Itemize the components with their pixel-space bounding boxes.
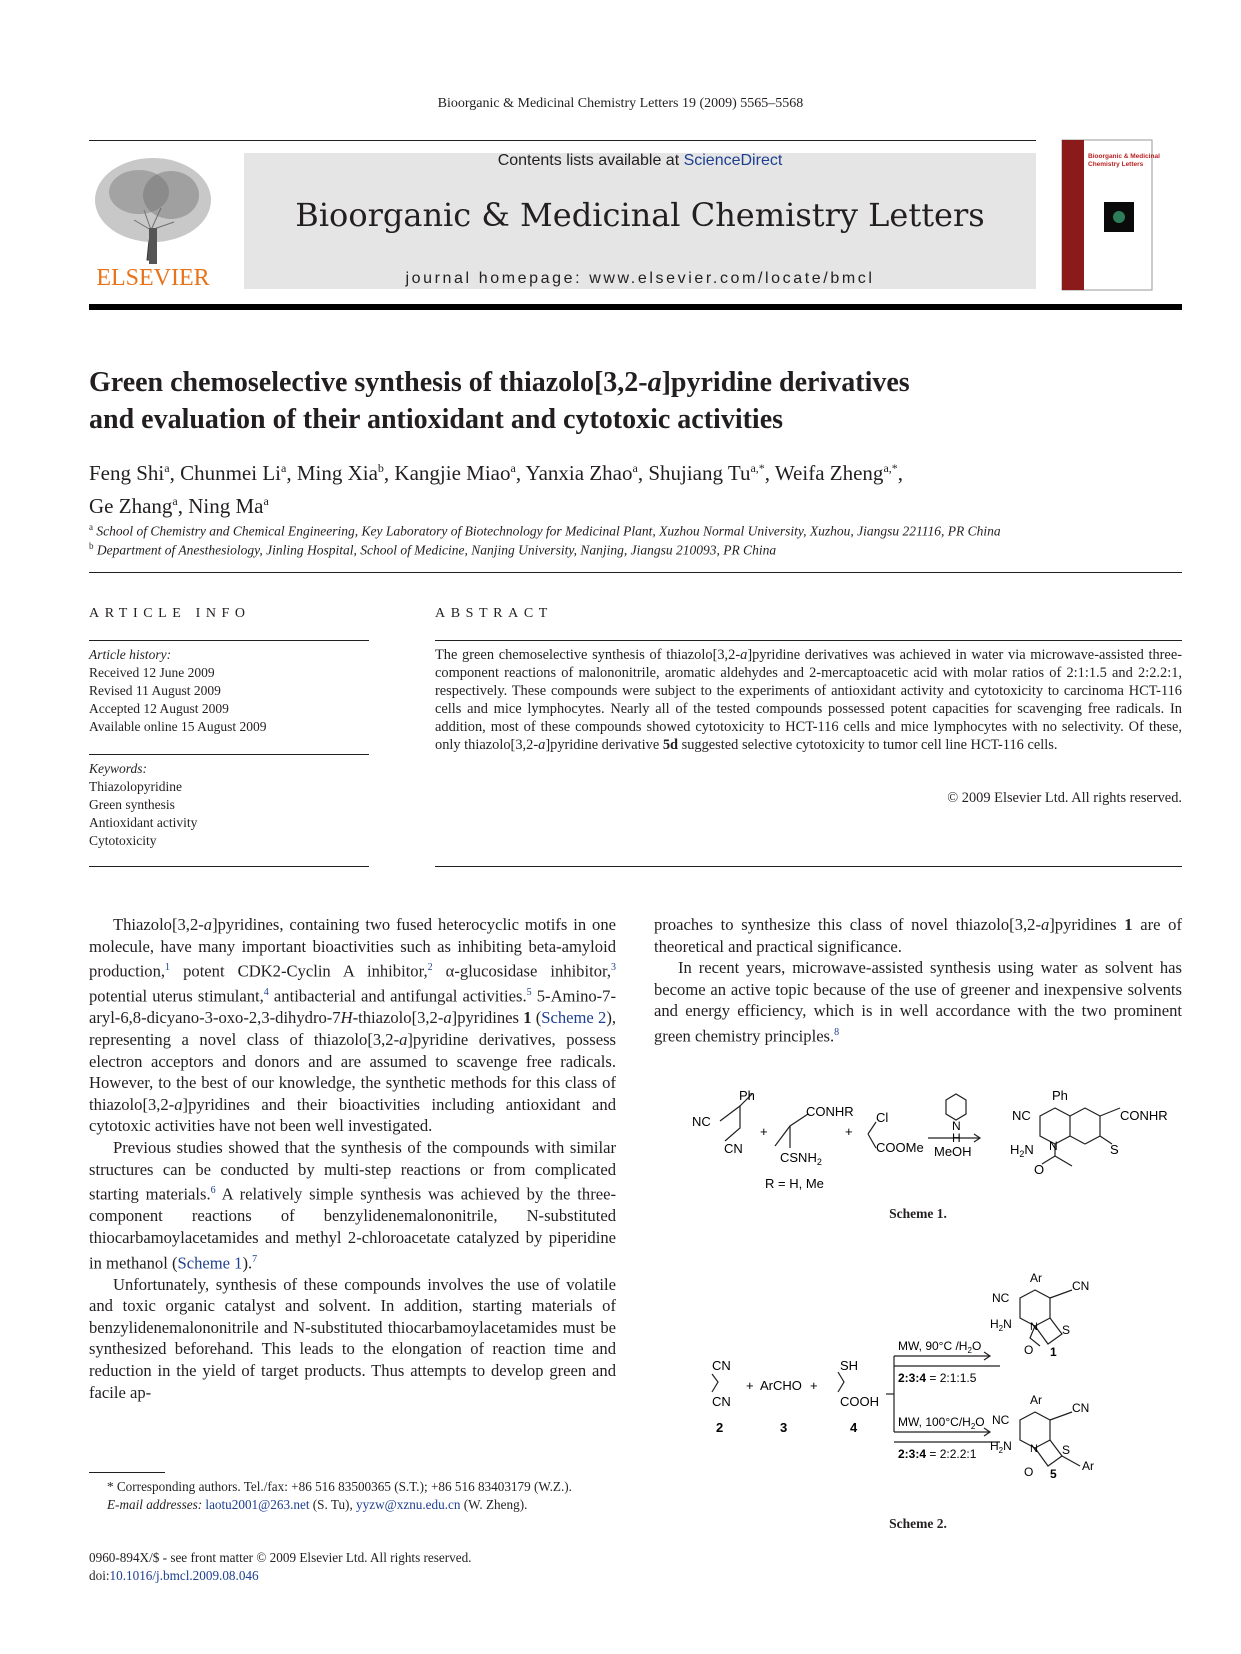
history-item: Accepted 12 August 2009 bbox=[89, 701, 229, 716]
keyword-item: Antioxidant activity bbox=[89, 815, 198, 830]
history-item: Available online 15 August 2009 bbox=[89, 719, 267, 734]
svg-text:CSNH2: $CSNH_2$ bbox=[780, 1150, 822, 1167]
masthead-thick-rule bbox=[89, 304, 1182, 310]
abstract-rule bbox=[435, 640, 1182, 641]
affiliation-b: $^b$ Department of Anesthesiology, Jinling Hospital, School of Medicine, Nanjing University, Nanjing, Jiangsu 210093, PR China bbox=[89, 541, 777, 558]
svg-text:Ar: Ar bbox=[1030, 1271, 1042, 1285]
svg-text:CN: CN bbox=[1072, 1279, 1090, 1293]
reference-link[interactable]: 8 bbox=[834, 1026, 840, 1038]
svg-text:N: N bbox=[1049, 1139, 1058, 1153]
svg-text:N: N bbox=[1030, 1443, 1038, 1455]
body-paragraph: proaches to synthesize this class of novel thiazolo[3,2-a]pyridines 1 are of theoretical and practical significance. bbox=[654, 915, 1182, 956]
reference-link[interactable]: 5 bbox=[526, 987, 532, 999]
svg-text:H2N: $H_2N$ bbox=[990, 1439, 1012, 1455]
abstract-text: The green chemoselective synthesis of thiazolo[3,2-a]pyridine derivatives was achieved in water via microwave-assisted three-component reactions of malononitrile, aromatic aldehydes and 2-mercaptoacetic acid with molar ratios of 2:1:1.5 and 2:2.2:1, respectively. These compounds were subject to the experiments of antioxidant activity and cytotoxicity to carcinoma HCT-116 cells and mice lymphocytes. Nearly all of the tested compounds possessed potent capacities for scavenging free radicals. In addition, most of these compounds showed cytotoxicity to HCT-116 cells and mice lymphocytes with no selectivity. Of these, only thiazolo[3,2-a]pyridine derivative 5d suggested selective cytotoxicity to tumor cell line HCT-116 cells. bbox=[435, 647, 1182, 753]
doi-link[interactable]: 10.1016/j.bmcl.2009.08.046 bbox=[109, 1568, 259, 1583]
reference-link[interactable]: 6 bbox=[210, 1185, 216, 1197]
abstract-copyright: © 2009 Elsevier Ltd. All rights reserved. bbox=[947, 790, 1182, 806]
svg-text:NC: NC bbox=[692, 1114, 711, 1129]
svg-text:+: + bbox=[760, 1124, 768, 1139]
svg-text:CN: CN bbox=[1072, 1401, 1090, 1415]
scheme-2-caption: Scheme 2. bbox=[889, 1516, 947, 1531]
svg-text:Cl: Cl bbox=[876, 1110, 889, 1125]
svg-text:COOH: COOH bbox=[840, 1394, 879, 1409]
svg-text:S: S bbox=[1062, 1443, 1071, 1457]
scheme-1-caption: Scheme 1. bbox=[889, 1206, 947, 1221]
svg-text:CONHR: CONHR bbox=[1120, 1108, 1168, 1123]
section-rule bbox=[89, 572, 1182, 573]
svg-text:CN: CN bbox=[712, 1358, 731, 1373]
running-header: Bioorganic & Medicinal Chemistry Letters 19 (2009) 5565–5568 bbox=[437, 96, 804, 111]
author: Ning Ma bbox=[188, 494, 264, 518]
svg-text:4: 4 bbox=[850, 1420, 858, 1435]
svg-text:S: S bbox=[1110, 1142, 1119, 1157]
email-link[interactable]: yyzw@xznu.edu.cn bbox=[356, 1497, 461, 1512]
svg-text:Ar: Ar bbox=[1030, 1393, 1042, 1407]
svg-text:+: + bbox=[845, 1124, 853, 1139]
keyword-item: Cytotoxicity bbox=[89, 833, 157, 848]
scheme-link[interactable]: Scheme 2 bbox=[541, 1008, 607, 1028]
author: Kangjie Miao bbox=[394, 461, 511, 485]
svg-text:H2N: $H_2N$ bbox=[1010, 1142, 1034, 1159]
svg-text:CN: CN bbox=[724, 1141, 743, 1156]
svg-text:COOMe: COOMe bbox=[876, 1140, 924, 1155]
issn-line: 0960-894X/$ - see front matter © 2009 Elsevier Ltd. All rights reserved. bbox=[89, 1550, 472, 1565]
svg-text:NC: NC bbox=[1012, 1108, 1031, 1123]
journal-homepage[interactable]: journal homepage: www.elsevier.com/locate/bmcl bbox=[405, 270, 875, 287]
svg-text:CONHR: CONHR bbox=[806, 1104, 854, 1119]
abstract-rule bbox=[435, 866, 1182, 867]
svg-text:MeOH: MeOH bbox=[934, 1144, 972, 1159]
body-right-column bbox=[654, 914, 1182, 1047]
article-title: Green chemoselective synthesis of thiazolo[3,2-a]pyridine derivatives and evaluation of their antioxidant and cytotoxic activities bbox=[89, 367, 910, 435]
svg-text:H: H bbox=[952, 1131, 961, 1145]
journal-title: Bioorganic & Medicinal Chemistry Letters bbox=[295, 196, 985, 234]
svg-text:Ph: Ph bbox=[739, 1088, 755, 1103]
svg-text:5: 5 bbox=[1050, 1467, 1057, 1481]
contents-line bbox=[244, 152, 1036, 170]
history-label: Article history: bbox=[89, 647, 172, 662]
info-rule bbox=[89, 640, 369, 641]
svg-text:S: S bbox=[1062, 1323, 1071, 1337]
contents-prefix: Contents lists available at bbox=[497, 152, 684, 169]
svg-text:NC: NC bbox=[992, 1291, 1010, 1305]
author-list: Feng Shi$^a$, Chunmei Li$^a$, Ming Xia$^b$, Kangjie Miao$^a$, Yanxia Zhao$^a$, Shujiang $Tu^{a,*}$, Weifa Zheng$^{a,*}$, Ge Zhang$^a$, Ning Ma$^a$ bbox=[89, 461, 904, 518]
top-rule bbox=[89, 140, 1036, 141]
svg-text:O: O bbox=[1024, 1343, 1034, 1357]
reference-link[interactable]: 3 bbox=[611, 962, 617, 974]
svg-text:Ar: Ar bbox=[1082, 1459, 1094, 1473]
svg-text:O: O bbox=[1024, 1465, 1034, 1479]
svg-text:+: + bbox=[810, 1378, 818, 1393]
svg-text:O: O bbox=[1034, 1162, 1045, 1177]
elsevier-wordmark: ELSEVIER bbox=[96, 265, 210, 291]
cover-title-line-1: Bioorganic & Medicinal bbox=[1088, 153, 1160, 160]
info-rule bbox=[89, 754, 369, 755]
corresponding-author-note: * Corresponding authors. Tel./fax: +86 516 83500365 (S.T.); +86 516 83403179 (W.Z.). bbox=[107, 1479, 572, 1494]
info-rule bbox=[89, 866, 369, 867]
body-paragraph: Previous studies showed that the synthesis of the compounds with similar structures can be conducted by multi-step reactions or from complicated starting materials.$^6$ A relatively simple synthesis was achieved by the three-component reactions of benzylidenemalononitrile, N-substituted thiocarbamoylacetamides and methyl 2-chloroacetate catalyzed by piperidine in methanol (Scheme 1).$^7$ bbox=[89, 1138, 616, 1273]
body-paragraph: Thiazolo[3,2-a]pyridines, containing two fused heterocyclic motifs in one molecule, have many important bioactivities such as inhibiting beta-amyloid production,$^1$ potent CDK2-Cyclin A inhibitor,$^2$ α-glucosidase inhibitor,$^3$ potential uterus stimulant,$^4$ antibacterial and antifungal activities.$^5$ 5-Amino-7-aryl-6,8-dicyano-3-oxo-2,3-dihydro-7H-thiazolo[3,2-a]pyridines 1 (Scheme 2), representing a novel class of thiazolo[3,2-a]pyridine derivatives, possess electron acceptors and donors and are assumed to scavenge free radicals. However, to the best of our knowledge, the synthetic methods for this class of thiazolo[3,2-a]pyridines and their bioactivities including antioxidant and cytotoxic activities have not been well investigated. bbox=[89, 915, 617, 1136]
svg-text:MW, 90°C /H2O: MW, 90°C $/H_2O$ bbox=[898, 1339, 982, 1355]
svg-text:SH: SH bbox=[840, 1358, 859, 1373]
article-info-heading: ARTICLE INFO bbox=[89, 606, 251, 621]
author: Weifa Zheng bbox=[774, 461, 884, 485]
footnote-rule bbox=[89, 1472, 165, 1473]
svg-text:CN: CN bbox=[712, 1394, 731, 1409]
svg-text:H2N: $H_2N$ bbox=[990, 1317, 1012, 1333]
reference-link[interactable]: 2 bbox=[427, 962, 433, 974]
svg-text:3: 3 bbox=[780, 1420, 788, 1435]
author: Feng Shi bbox=[89, 461, 165, 485]
journal-cover-thumbnail bbox=[1062, 140, 1160, 290]
keywords-label: Keywords: bbox=[89, 761, 147, 776]
history-item: Revised 11 August 2009 bbox=[89, 683, 221, 698]
author: Ming Xia bbox=[296, 461, 378, 485]
keyword-item: Green synthesis bbox=[89, 797, 175, 812]
keyword-item: Thiazolopyridine bbox=[89, 779, 182, 794]
elsevier-tree-logo bbox=[89, 150, 217, 290]
svg-text:1: 1 bbox=[1050, 1345, 1057, 1359]
svg-text:NC: NC bbox=[992, 1413, 1010, 1427]
email-link[interactable]: laotu2001@263.net bbox=[205, 1497, 310, 1512]
sciencedirect-link[interactable]: ScienceDirect bbox=[683, 152, 783, 169]
svg-text:2:3:4 = 2:2.2:1: 2:3:4 = 2:2.2:1 bbox=[898, 1447, 977, 1461]
keywords bbox=[89, 760, 369, 850]
author: Shujiang Tu bbox=[648, 461, 751, 485]
svg-text:N: N bbox=[952, 1119, 961, 1133]
author: Ge Zhang bbox=[89, 494, 173, 518]
svg-text:MW, 100°C/H2O: MW, $100^\circ C/H_2O$ bbox=[898, 1415, 985, 1431]
reference-link[interactable]: 1 bbox=[165, 962, 171, 974]
author: Yanxia Zhao bbox=[525, 461, 633, 485]
article-history bbox=[89, 646, 369, 736]
svg-text:+: + bbox=[746, 1378, 754, 1393]
svg-text:N: N bbox=[1030, 1321, 1038, 1333]
scheme-2-reaction bbox=[700, 1262, 1120, 1484]
svg-text:2:3:4 = 2:1:1.5: 2:3:4 = 2:1:1.5 bbox=[898, 1371, 977, 1385]
svg-text:Ph: Ph bbox=[1052, 1088, 1068, 1103]
svg-text:ArCHO: ArCHO bbox=[760, 1378, 802, 1393]
reference-link[interactable]: 4 bbox=[263, 987, 269, 999]
front-matter: 0960-894X/$ - see front matter © 2009 Elsevier Ltd. All rights reserved. doi:10.1016/j.bmcl.2009.08.046 bbox=[89, 1549, 689, 1585]
svg-text:2: 2 bbox=[716, 1420, 724, 1435]
body-paragraph: Unfortunately, synthesis of these compounds involves the use of volatile and toxic organic catalyst and solvent. In addition, starting materials of benzylidenemalononitrile and N-substituted thiocarbamoylacetamides must be synthesized beforehand. This leads to the elongation of reaction time and reduction in the yield of target products. Thus attempts to develop green and facile ap- bbox=[89, 1274, 616, 1402]
cover-title-line-2: Chemistry Letters bbox=[1088, 161, 1144, 168]
affiliation-a: $^a$ School of Chemistry and Chemical Engineering, Key Laboratory of Biotechnology for Medicinal Plant, Xuzhou Normal University, Xuzhou, Jiangsu 221116, PR China bbox=[89, 522, 1001, 539]
scheme-link[interactable]: Scheme 1 bbox=[177, 1253, 243, 1273]
svg-text:R = H, Me: R = H, Me bbox=[765, 1176, 824, 1191]
reference-link[interactable]: 7 bbox=[252, 1253, 258, 1265]
body-left-column bbox=[89, 914, 616, 1403]
abstract-heading: ABSTRACT bbox=[435, 606, 553, 621]
body-paragraph: In recent years, microwave-assisted synthesis using water as solvent has become an active topic because of the use of greener and inexpensive solvents and energy efficiency, which is in well accordance with the two prominent green chemistry principles.$^8$ bbox=[654, 958, 1182, 1046]
scheme-1-reaction bbox=[680, 1086, 1180, 1196]
history-item: Received 12 June 2009 bbox=[89, 665, 215, 680]
footnote: * Corresponding authors. Tel./fax: +86 516 83500365 (S.T.); +86 516 83403179 (W.Z.). E-mail addresses: laotu2001@263.net (S. Tu), yyzw@xznu.edu.cn (W. Zheng). bbox=[89, 1478, 616, 1514]
author: Chunmei Li bbox=[180, 461, 282, 485]
